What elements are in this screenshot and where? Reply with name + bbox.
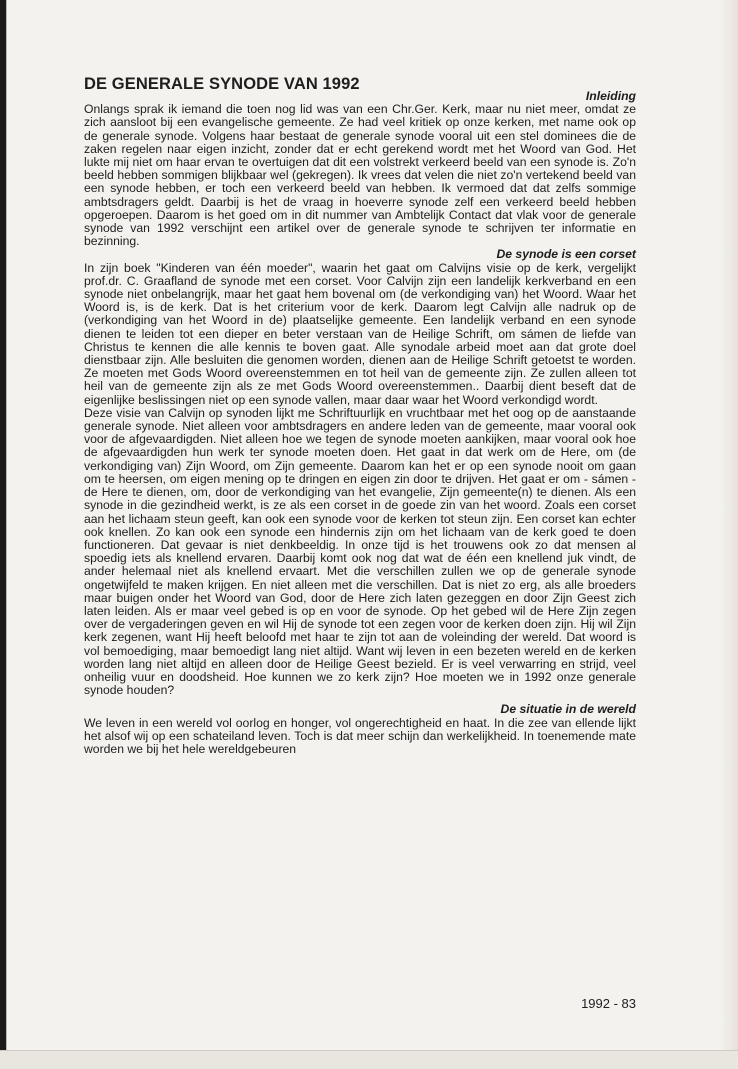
paragraph-corset-1: In zijn boek "Kinderen van één moeder", waarin het gaat om Calvijns visie op de kerk, vergelijkt prof.dr. C. Graafland de synode met een corset. Voor Calvijn zijn een landelijk kerkverband en een synode niet onbelangrijk, maar het gaat hem bovenal om (de verkondiging van) het Woord. Waar het Woord is, is de kerk. Dat is het criterium voor de kerk. Daarom legt Calvijn alle nadruk op de (verkondiging van het Woord in de) plaatselijke gemeente. Een landelijk verband en een synode dienen te leiden tot een dieper en beter verstaan van de Heilige Schrift, om sámen de liefde van Christus te kennen die alle kennis te boven gaat. Alle synodale arbeid moet aan dat grote doel dienstbaar zijn. Alle besluiten die genomen worden, dienen aan de Heilige Schrift getoetst te worden. Ze moeten met Gods Woord overeenstemmen en tot heil van de gemeente zijn. Ze zullen alleen tot heil van de gemeente zijn als ze met Gods Woord overeenstemmen.. Daarbij dient beseft dat de eigenlijke beslissingen niet op een synode vallen, maar daar waar het Woord verkondigd wordt. — [84, 260, 636, 407]
page-shadow-right — [720, 0, 738, 1050]
paragraph-inleiding: Onlangs sprak ik iemand die toen nog lid was van een Chr.Ger. Kerk, maar nu niet meer, omdat ze zich aansloot bij een evangelische gemeente. Ze had veel kritiek op onze kerken, met name ook op de generale synode. Volgens haar bestaat de generale synode vooral uit een stel dominees die de zaken regelen naar eigen inzicht, zonder dat er echt gerekend wordt met het Woord van God. Het lukte mij niet om haar ervan te overtuigen dat dit een volstrekt verkeerd beeld van een synode is. Zo'n beeld hebben sommigen blijkbaar wel (gekregen). Ik vrees dat velen die niet zo'n vertekend beeld van een synode hebben, er toch een verkeerd beeld van hebben. Ik vermoed dat dat zelfs sommige ambtsdragers geldt. Daarbij is het de vraag in hoeverre synode zelf een verkeerd beeld hebben opgeroepen. Daarom is het goed om in dit nummer van Ambtelijk Contact dat vlak voor de generale synode van 1992 verschijnt een artikel over de generale synode te schrijven ter informatie en bezinning. — [84, 102, 636, 249]
article — [84, 74, 636, 756]
binding-edge-bottom — [0, 1050, 738, 1069]
paragraph-corset-2: Deze visie van Calvijn op synoden lijkt me Schriftuurlijk en vruchtbaar met het oog op de aanstaande generale synode. Niet alleen voor ambtsdragers en andere leden van de gemeente, maar vooral ook voor de afgevaardigden. Niet alleen hoe we tegen de synode moeten aankijken, maar vooral ook hoe de afgevaardigden hun werk ter synode moeten doen. Het gaat in dat werk om de Here, om (de verkondiging van) Zijn Woord, om Zijn gemeente. Daarom kan het er op een synode nooit om gaan om te heersen, om eigen mening op te dringen en eigen zin door te drijven. Het gaat er om - sámen - de Here te dienen, om, door de verkondiging van het evangelie, Zijn gemeente(n) te dienen. Als een synode in die gezindheid werkt, is ze als een corset in de goede zin van het woord. Zoals een corset aan het lichaam steun geeft, kan ook een synode voor de kerken tot steun zijn. Een corset kan echter ook knellen. Zo kan ook een synode een hindernis zijn om het lichaam van de kerk goed te doen functioneren. Dat gevaar is niet denkbeeldig. In onze tijd is het trouwens ook zo dat mensen al spoedig iets als knellend ervaren. Daarbij komt ook nog dat wat de één een knellend juk vindt, de ander helemaal niet als knellend ervaart. Met die verschillen zullen we op de generale synode ongetwijfeld te maken krijgen. En niet alleen met die verschillen. Dat is niet zo erg, als alle broeders maar buigen onder het Woord van God, door de Here zich laten gezeggen en door Zijn Geest zich laten leiden. Als er maar veel gebed is op en voor de synode. Op het gebed wil de Here Zijn zegen over de vergaderingen geven en wil Hij de synode tot een zegen voor de kerken doen zijn. Hij wil Zijn kerk zegenen, want Hij heeft beloofd met haar te zijn tot aan de voleinding der wereld. Dat woord is vol bemoediging, maar bemoedigt lang niet altijd. Want wij leven in een bezeten wereld en de kerken worden lang niet altijd en alleen door de Heilige Geest bezield. Er is veel verwarring en strijd, veel onheilig vuur en doodsheid. Hoe kunnen we zo kerk zijn? Hoe moeten we in 1992 onze generale synode houden? — [84, 405, 636, 698]
section-heading-wereld: De situatie in de wereld — [500, 702, 636, 717]
page-edge-line — [6, 0, 7, 1050]
page-number: 1992 - 83 — [581, 996, 636, 1011]
article-title: DE GENERALE SYNODE VAN 1992 — [84, 75, 360, 93]
paragraph-wereld: We leven in een wereld vol oorlog en honger, vol ongerechtigheid en haat. In die zee van ellende lijkt het alsof wij op een schateiland leven. Toch is dat meer schijn dan werkelijkheid. In toenemende mate worden we bij het hele wereldgebeuren — [84, 715, 636, 756]
section-heading-inleiding: Inleiding — [585, 89, 636, 103]
section-heading-corset: De synode is een corset — [496, 247, 636, 262]
